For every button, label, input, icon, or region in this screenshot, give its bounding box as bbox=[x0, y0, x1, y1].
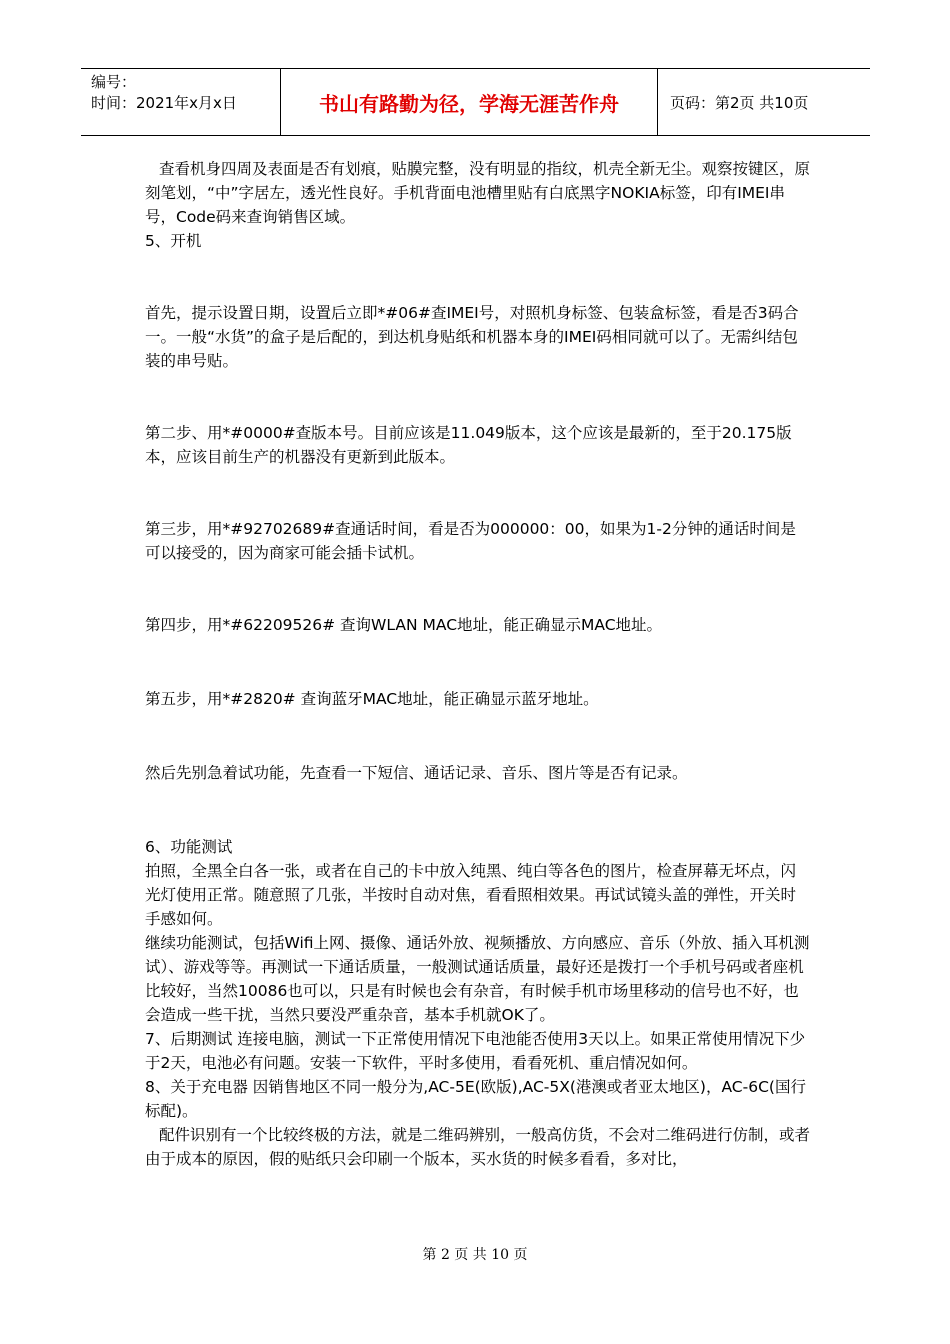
paragraph-step-1: 首先，提示设置日期，设置后立即*#06#查IMEI号，对照机身标签、包装盒标签，看是否3码合一。一般“水货”的盒子是后配的，到达机身贴纸和机器本身的IMEI码相同就可以了。无需纠结包装的串号贴。 bbox=[145, 304, 799, 370]
header-motto-cell bbox=[281, 69, 658, 135]
paragraph-camera-test: 拍照，全黑全白各一张，或者在自己的卡中放入纯黑、纯白等各色的图片，检查屏幕无坏点，闪光灯使用正常。随意照了几张，半按时自动对焦，看看照相效果。再试试镜头盖的弹性，开关时手感如何。 bbox=[145, 862, 797, 928]
paragraph-accessory-id: 配件识别有一个比较终极的方法，就是二维码辨别，一般高仿货，不会对二维码进行仿制，或者由于成本的原因，假的贴纸只会印刷一个版本，买水货的时候多看看，多对比， bbox=[145, 1126, 811, 1168]
header-page-label: 页码：第2页 共10页 bbox=[670, 93, 809, 112]
paragraph-step-5: 第五步，用*#2820# 查询蓝牙MAC地址，能正确显示蓝牙地址。 bbox=[145, 690, 599, 708]
paragraph-function-test: 继续功能测试，包括Wifi上网、摄像、通话外放、视频播放、方向感应、音乐（外放、插入耳机测试）、游戏等等。再测试一下通话质量，一般测试通话质量，最好还是拨打一个手机号码或者座机比较好，当然10086也可以，只是有时候也会有杂音，有时候手机市场里移动的信号也不好，也会造成一些干扰，当然只要没严重杂音，基本手机就OK了。 bbox=[145, 934, 810, 1024]
document-body bbox=[145, 157, 810, 1171]
paragraph-appearance: 查看机身四周及表面是否有划痕，贴膜完整，没有明显的指纹，机壳全新无尘。观察按键区，原刻笔划，“中”字居左，透光性良好。手机背面电池槽里贴有白底黑字NOKIA标签，印有IMEI串号，Code码来查询销售区域。 bbox=[145, 160, 811, 226]
number-label: 编号： bbox=[91, 73, 137, 91]
paragraph-step-2: 第二步、用*#0000#查版本号。目前应该是11.049版本，这个应该是最新的，至于20.175版本，应该目前生产的机器没有更新到此版本。 bbox=[145, 424, 792, 466]
page-footer: 第 2 页 共 10 页 bbox=[422, 1247, 528, 1263]
header-meta bbox=[81, 69, 281, 135]
paragraph-step-3: 第三步，用*#92702689#查通话时间，看是否为000000：00，如果为1-2分钟的通话时间是可以接受的，因为商家可能会插卡试机。 bbox=[145, 520, 796, 562]
header-page-cell bbox=[658, 69, 870, 135]
paragraph-check-records: 然后先别急着试功能，先查看一下短信、通话记录、音乐、图片等是否有记录。 bbox=[145, 764, 688, 782]
page-header bbox=[81, 68, 870, 136]
paragraph-later-test: 7、后期测试 连接电脑，测试一下正常使用情况下电池能否使用3天以上。如果正常使用情况下少于2天，电池必有问题。安装一下软件，平时多使用，看看死机、重启情况如何。 bbox=[145, 1030, 806, 1072]
time-label: 时间：2021年x月x日 bbox=[91, 94, 237, 112]
paragraph-step-4: 第四步，用*#62209526# 查询WLAN MAC地址，能正确显示MAC地址。 bbox=[145, 616, 663, 634]
motto: 书山有路勤为径，学海无涯苦作舟 bbox=[319, 91, 619, 116]
section-heading-function-test: 6、功能测试 bbox=[145, 838, 233, 856]
section-heading-power-on: 5、开机 bbox=[145, 232, 202, 250]
paragraph-charger: 8、关于充电器 因销售地区不同一般分为,AC-5E(欧版),AC-5X(港澳或者亚太地区)，AC-6C(国行标配)。 bbox=[145, 1078, 806, 1120]
